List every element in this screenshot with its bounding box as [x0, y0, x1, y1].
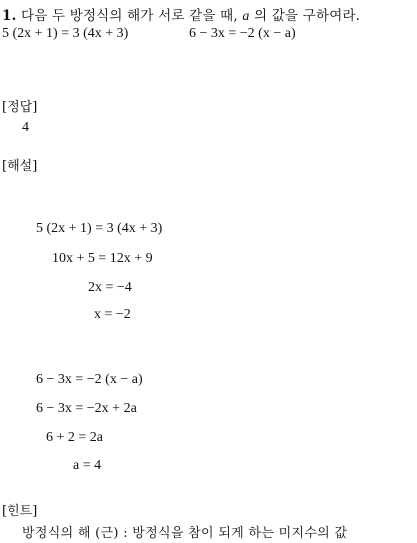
equation-2: 6 − 3x = −2 (x − a)	[189, 26, 296, 41]
equation-1: 5 (2x + 1) = 3 (4x + 3)	[2, 26, 129, 41]
solution-step: 10x + 5 = 12x + 9	[52, 251, 153, 266]
solution-step: x = −2	[94, 307, 131, 322]
answer-value: 4	[22, 120, 29, 135]
solution-step: 6 − 3x = −2x + 2a	[36, 401, 137, 416]
problem-statement	[2, 4, 360, 25]
hint-text: 방정식의 해 (근) : 방정식을 참이 되게 하는 미지수의 값	[22, 526, 348, 541]
problem-variable: a	[242, 9, 250, 24]
problem-text-before: 다음 두 방정식의 해가 서로 같을 때,	[21, 8, 238, 24]
solution-label: [해설]	[2, 159, 38, 174]
solution-step: 5 (2x + 1) = 3 (4x + 3)	[36, 221, 163, 236]
solution-step: 6 − 3x = −2 (x − a)	[36, 372, 143, 387]
solution-step: 6 + 2 = 2a	[46, 430, 104, 445]
answer-label: [정답]	[2, 100, 38, 115]
problem-text-after: 의 값을 구하여라.	[254, 8, 361, 24]
hint-label: [힌트]	[2, 504, 38, 519]
solution-step: 2x = −4	[88, 280, 132, 295]
problem-number: 1.	[2, 8, 17, 24]
solution-step: a = 4	[73, 458, 102, 473]
